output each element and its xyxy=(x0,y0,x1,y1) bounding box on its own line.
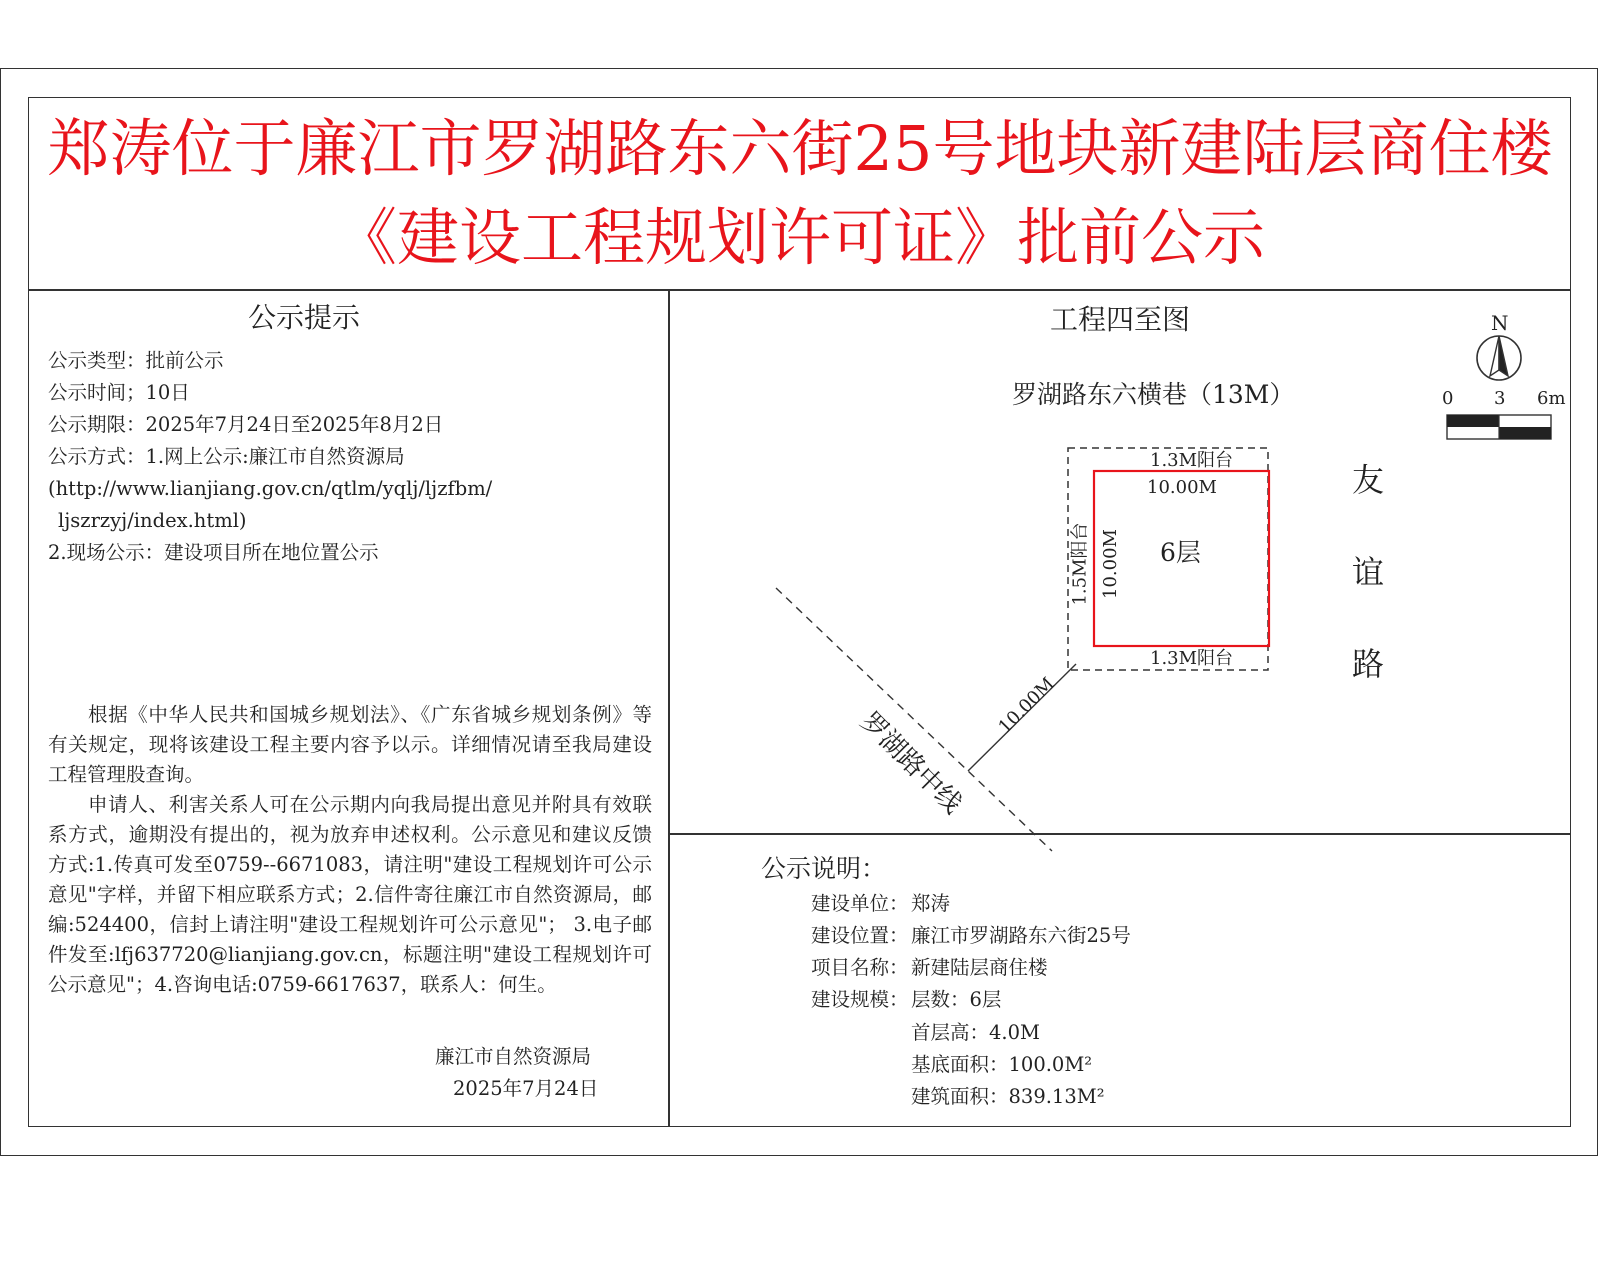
building-area: 建筑面积：839.13M² xyxy=(911,1085,1105,1108)
title-line-2: 《建设工程规划许可证》批前公示 xyxy=(334,201,1265,274)
notice-paragraph-feedback: 申请人、利害关系人可在公示期内向我局提出意见并附具有效联系方式，逾期没有提出的，视为放弃申述权利。公示意见和建议反馈方式:1.传真可发至0759--6671083，请注明"建设工程规划许可公示意见"字样，并留下相应联系方式；2.信件寄往廉江市自然资源局，邮编:524400，信封上请注明"建设工程规划许可公示意见"； 3.电子邮件发至:lfj637720@lianjiang.gov.cn，标题注明"建设工程规划许可公示意见"；4.咨询电话:0759-6617637，联系人：何生。 xyxy=(48,793,652,996)
unit-label: 建设单位： xyxy=(811,892,909,915)
project-label: 项目名称： xyxy=(811,956,909,979)
notice-date: 2025年7月24日 xyxy=(453,1077,599,1100)
scale-label-3: 3 xyxy=(1494,388,1506,409)
notice-url-line-2[interactable]: ljszrzyj/index.html) xyxy=(58,509,247,532)
notice-type: 公示类型：批前公示 xyxy=(48,349,224,372)
north-arrow-icon xyxy=(1477,336,1521,380)
notice-heading: 公示提示 xyxy=(248,301,361,334)
balcony-bottom-label: 1.3M阳台 xyxy=(1150,648,1234,669)
east-road-char-1: 友 xyxy=(1352,461,1385,499)
notice-duration: 公示时间；10日 xyxy=(48,381,190,404)
description-heading: 公示说明： xyxy=(761,854,887,883)
building-depth-label: 10.00M xyxy=(1099,529,1121,599)
floors-value: 层数：6层 xyxy=(911,988,1002,1011)
scale-label: 建设规模： xyxy=(811,988,909,1011)
notice-method-onsite: 2.现场公示：建设项目所在地位置公示 xyxy=(48,541,379,564)
scale-label-6m: 6m xyxy=(1537,388,1566,409)
title-line-1: 郑涛位于廉江市罗湖路东六街25号地块新建陆层商住楼 xyxy=(47,112,1553,185)
notice-period: 公示期限：2025年7月24日至2025年8月2日 xyxy=(48,413,444,436)
setback-distance-label: 10.00M xyxy=(994,673,1059,738)
location-value: 廉江市罗湖路东六街25号 xyxy=(911,924,1131,947)
scale-label-0: 0 xyxy=(1442,388,1454,409)
project-value: 新建陆层商住楼 xyxy=(911,956,1048,979)
east-road-char-2: 谊 xyxy=(1352,553,1385,591)
scale-bar xyxy=(1447,415,1551,439)
unit-value: 郑涛 xyxy=(911,892,951,915)
balcony-top-label: 1.3M阳台 xyxy=(1150,450,1234,471)
map-heading: 工程四至图 xyxy=(1050,303,1191,336)
first-floor-height: 首层高：4.0M xyxy=(911,1021,1040,1044)
east-road-char-3: 路 xyxy=(1352,645,1385,683)
notice-paragraph-legal: 根据《中华人民共和国城乡规划法》、《广东省城乡规划条例》等有关规定，现将该建设工程主要内容予以示。详细情况请至我局建设工程管理股查询。 xyxy=(48,703,652,786)
location-label: 建设位置： xyxy=(811,924,909,947)
floors-label: 6层 xyxy=(1160,538,1201,567)
north-label: N xyxy=(1491,311,1509,335)
notice-method-online: 公示方式：1.网上公示:廉江市自然资源局 xyxy=(48,445,405,468)
notice-issuer: 廉江市自然资源局 xyxy=(435,1045,592,1068)
base-area: 基底面积：100.0M² xyxy=(911,1053,1093,1076)
centerline-label: 罗湖路中线 xyxy=(854,706,968,820)
map-north-road-label: 罗湖路东六横巷（13M） xyxy=(1012,380,1295,409)
balcony-left-label: 1.5M阳台 xyxy=(1069,522,1091,606)
building-width-label: 10.00M xyxy=(1147,477,1217,498)
notice-url-line-1[interactable]: (http://www.lianjiang.gov.cn/qtlm/yqlj/ljzfbm/ xyxy=(48,477,493,500)
